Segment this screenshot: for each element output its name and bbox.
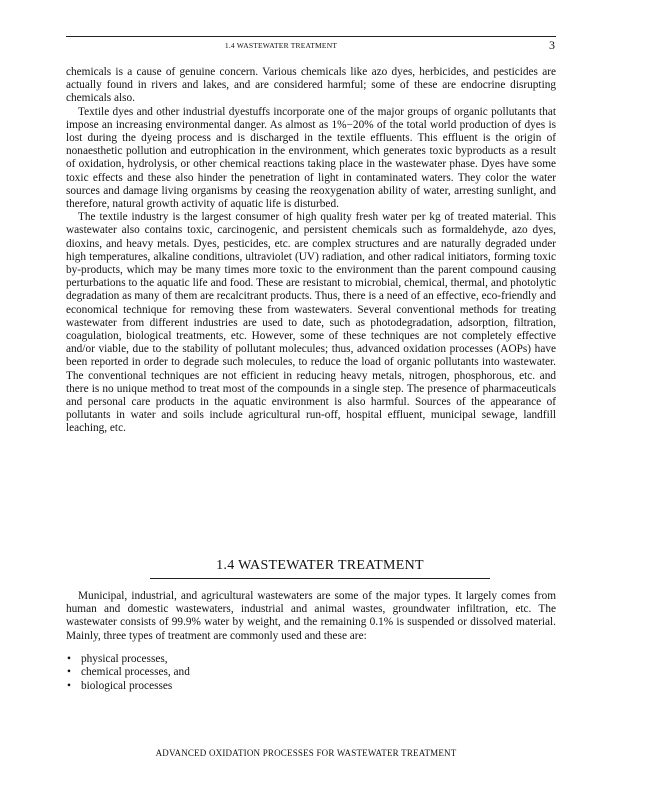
paragraph-continuation: chemicals is a cause of genuine concern. Various chemicals like azo dyes, herbicides, and pesticides are actually found in rivers and lakes, and are considered harmful; some of these are endocrine disrupting chemicals also. bbox=[66, 66, 556, 105]
list-item: • chemical processes, and bbox=[67, 666, 190, 679]
footer-book-title: ADVANCED OXIDATION PROCESSES FOR WASTEWATER TREATMENT bbox=[155, 748, 457, 758]
list-item: • physical processes, bbox=[67, 652, 168, 665]
treatment-list bbox=[66, 653, 556, 693]
bullet-icon: • bbox=[67, 666, 71, 679]
running-head: 1.4 WASTEWATER TREATMENT bbox=[224, 41, 338, 50]
page-number: 3 bbox=[549, 38, 555, 52]
bullet-icon: • bbox=[67, 679, 71, 692]
list-item: • biological processes bbox=[67, 679, 173, 692]
bullet-icon: • bbox=[67, 652, 71, 665]
body-text bbox=[66, 66, 556, 436]
section-heading: 1.4 WASTEWATER TREATMENT bbox=[150, 558, 490, 579]
paragraph-textile-industry: The textile industry is the largest consumer of high quality fresh water per kg of treated material. This wastewater also contains toxic, carcinogenic, and persistent chemicals such as formaldehyde, azo dyes, dioxins, and heavy metals. Dyes, pesticides, etc. are complex structures and are naturally degraded under high temperatures, alkaline conditions, ultraviolet (UV) radiation, and other radical initiators, forming toxic by-products, which may be many times more toxic to the environment than the parent compound causing perturbations to the aquatic life and food. These are resistant to microbial, chemical, thermal, and photolytic degradation as many of them are recalcitrant products. Thus, there is a need of an effective, eco-friendly and economical technique for removing these from wastewaters. Several conventional methods for treating wastewater from different industries are used to date, such as photodegradation, adsorption, filtration, coagulation, biological treatments, etc. However, some of these techniques are not completely effective and/or viable, due to the stability of pollutant molecules; thus, advanced oxidation processes (AOPs) have been reported in order to degrade such molecules, to reduce the load of organic pollutants into wastewater. The conventional techniques are not efficient in reducing heavy metals, nitrogen, phosphorous, etc. and there is no unique method to treat most of the compounds in a single step. The presence of pharmaceuticals and personal care products in the aquatic environment is also harmful. Sources of the appearance of pollutants in water and soils include agricultural run-off, hospital effluent, municipal sewage, landfill leaching, etc. bbox=[66, 211, 556, 435]
header-rule bbox=[66, 36, 556, 37]
section-body bbox=[66, 590, 556, 693]
section-intro-paragraph: Municipal, industrial, and agricultural wastewaters are some of the major types. It largely comes from human and domestic wastewaters, industrial and animal wastes, groundwater infiltration, etc. The wastewater consists of 99.9% water by weight, and the remaining 0.1% is suspended or dissolved material. Mainly, three types of treatment are commonly used and these are: bbox=[66, 590, 556, 642]
paragraph-textile-dyes: Textile dyes and other industrial dyestuffs incorporate one of the major groups of organic pollutants that impose an increasing environmental danger. As almost as 1%−20% of the total world production of dyes is lost during the dyeing process and is discharged in the textile effluents. This effluent is the origin of nonaesthetic pollution and eutrophication in the environment, which generates toxic byproducts as a result of oxidation, hydrolysis, or other chemical reactions taking place in the wastewater phase. Dyes have some toxic effects and these also hinder the penetration of light in contaminated waters. They color the water sources and damage living organisms by ceasing the reoxygenation ability of water, arresting sunlight, and therefore, natural growth activity of aquatic life is disturbed. bbox=[66, 105, 556, 211]
